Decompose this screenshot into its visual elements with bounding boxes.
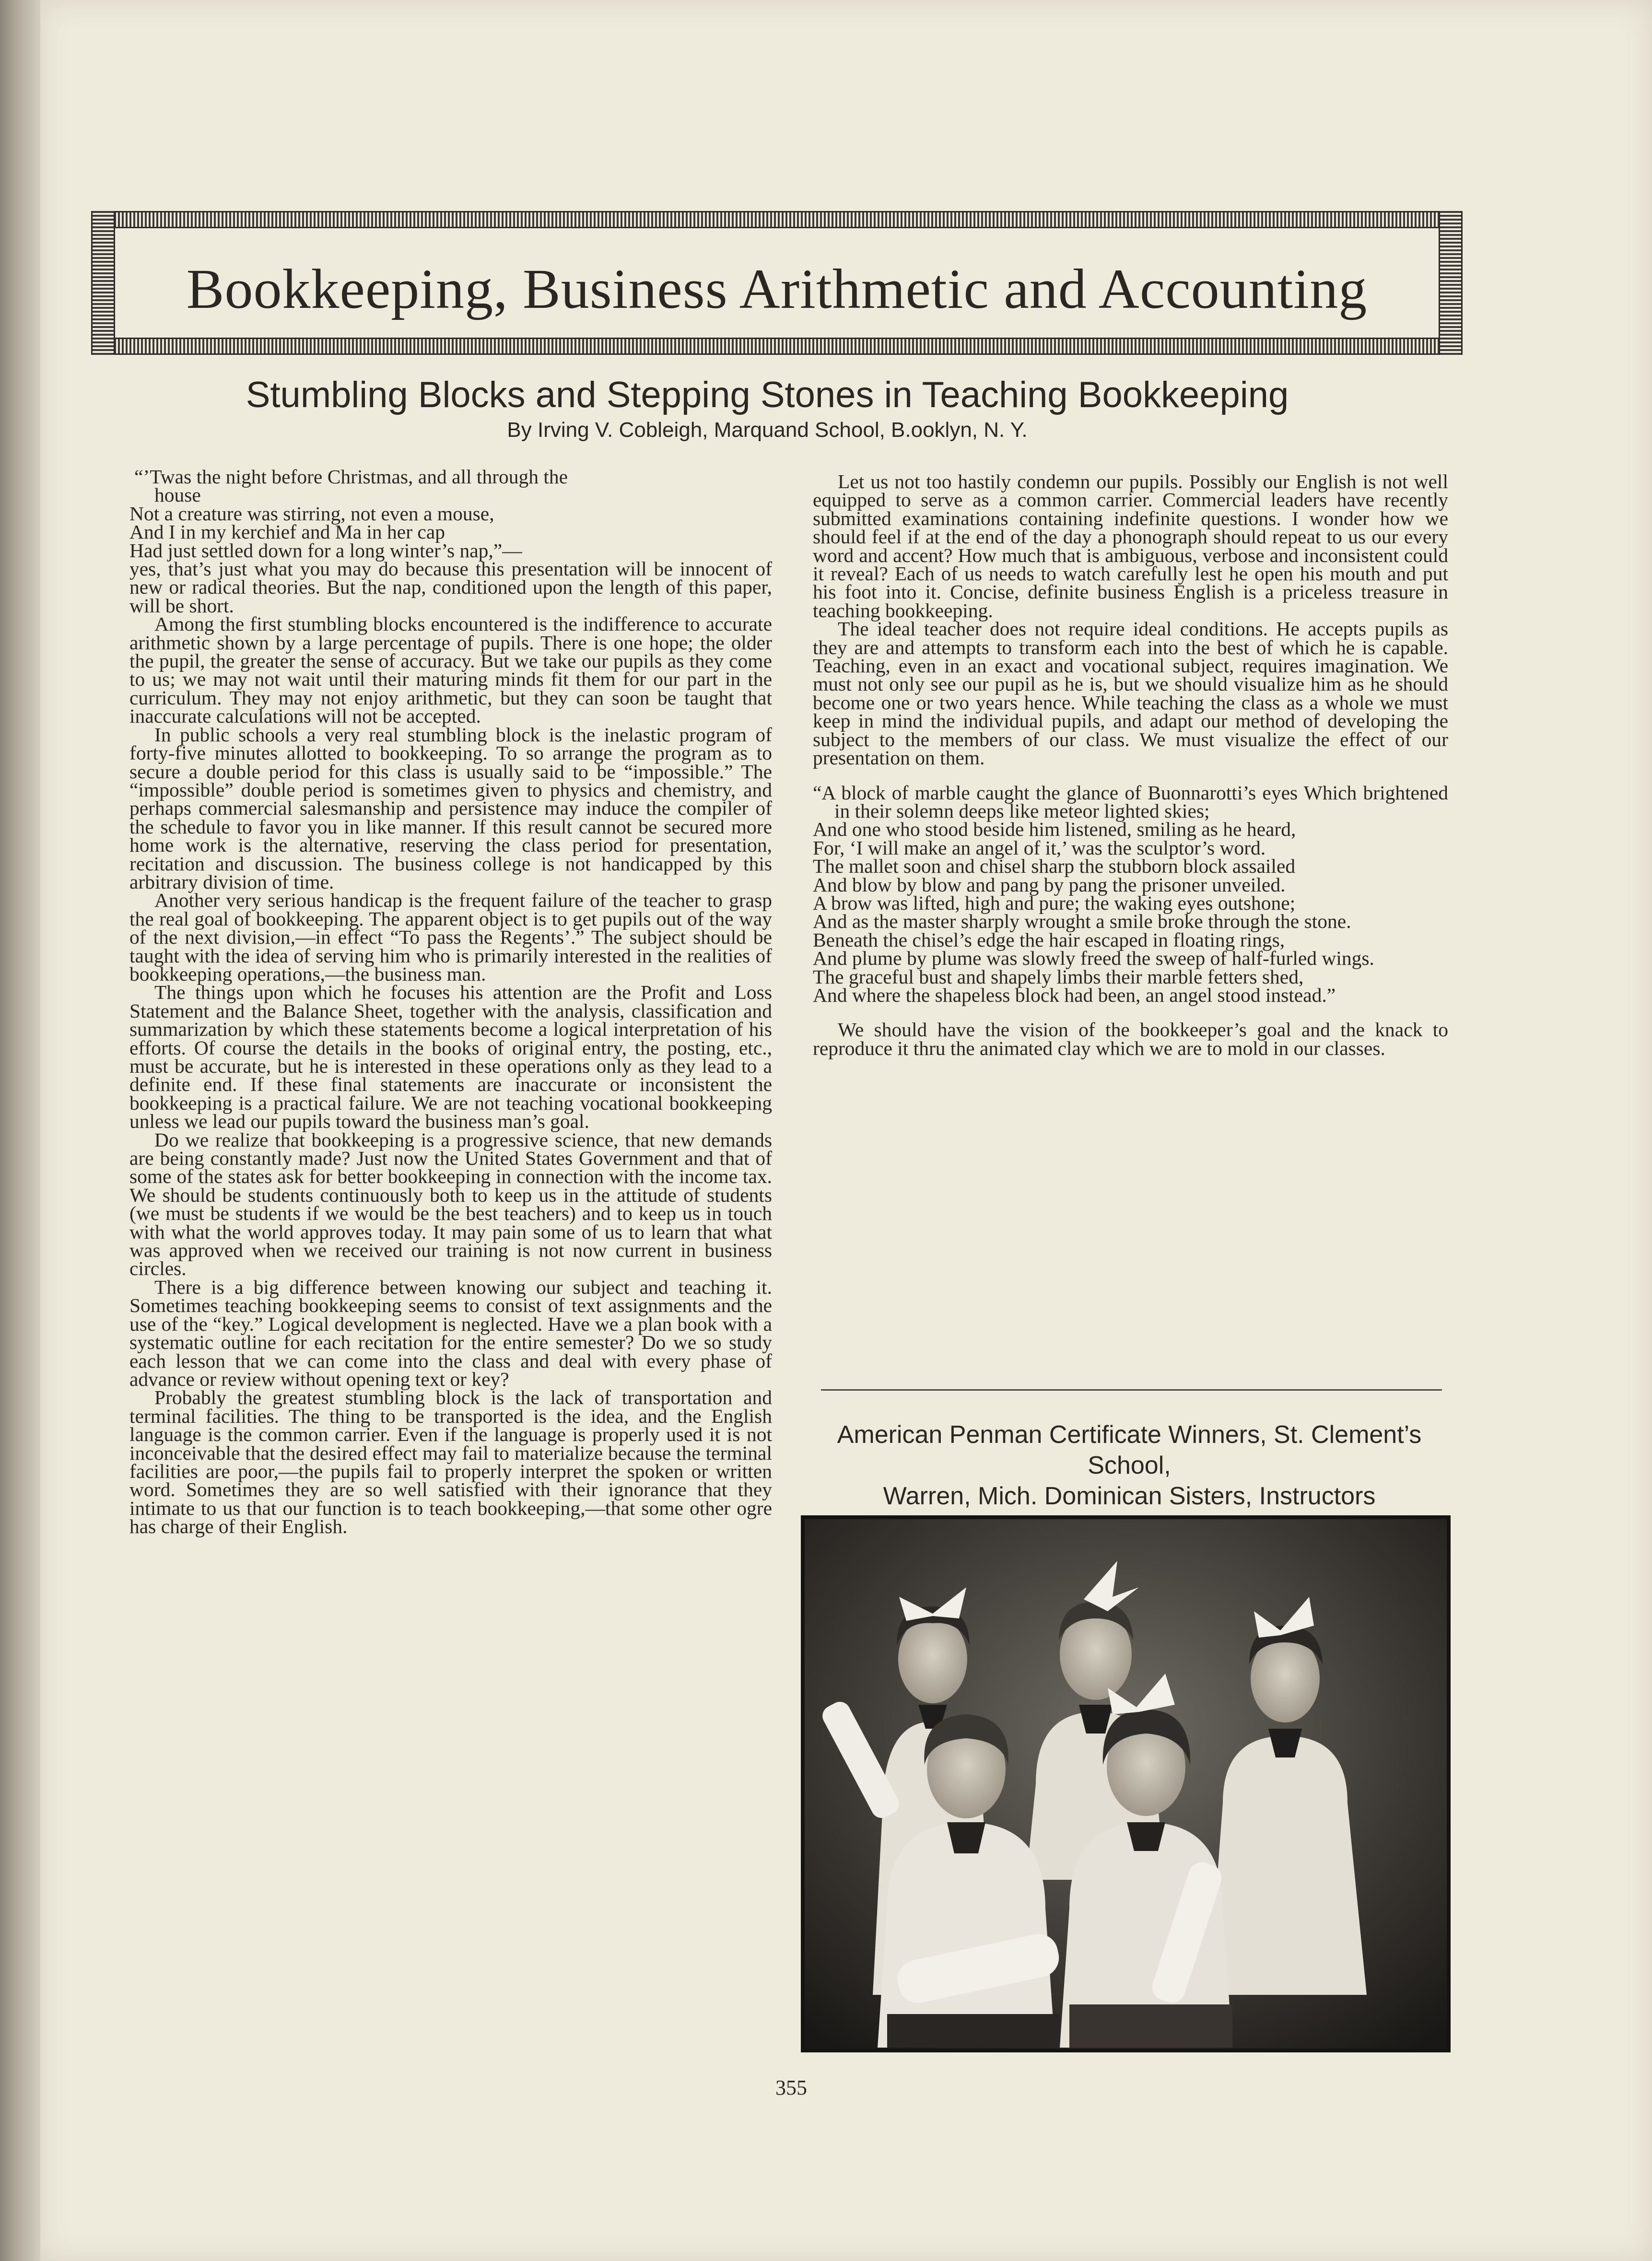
opening-verse (129, 468, 772, 560)
poem-line: And where the shapeless block had been, an angel stood instead.” (813, 984, 1336, 1006)
caption-line: Warren, Mich. Dominican Sisters, Instructors (883, 1482, 1376, 1510)
verse-line: “’Twas the night before Christmas, and all through the (134, 468, 568, 488)
caption-line: American Penman Certificate Winners, St. Clement’s School, (837, 1421, 1422, 1479)
poem-line: And one who stood beside him listened, smiling as he heard, (813, 818, 1296, 841)
paragraph: Probably the greatest stumbling block is the lack of transportation and terminal facilities. The thing to be transported is the idea, and the English language is the common carrier. Even if the language is properly used it is not inconceivable that the desired effect may fail to materialize because the terminal facilities are poor,—the pupils fail to properly interpret the spoken or written word. Sometimes they are so well satisfied with their ignorance that they intimate to us that our function is to teach bookkeeping,—that some other ogre has charge of their English. (129, 1386, 772, 1538)
paragraph: The ideal teacher does not require ideal conditions. He accepts pupils as they are and attempts to transform each into the best of which he is capable. Teaching, even in an exact and vocational subject, requires imagination. We must not only see our pupil as he is, but we should visualize him as he should become one or two years hence. While teaching the class as a whole we must keep in mind the individual pupils, and adapt our method of developing the subject to the members of our class. We must visualize the effect of our presentation on them. (813, 618, 1448, 769)
paragraph: There is a big difference between knowing our subject and teaching it. Sometimes teaching bookkeeping seems to consist of text assignments and the use of the “key.” Logical development is neglected. Have we a plan book with a systematic outline for each recitation for the entire semester? Do we so study each lesson that we can come into the class and deal with every phase of advance or review without opening text or key? (129, 1276, 772, 1390)
article-title: Stumbling Blocks and Stepping Stones in Teaching Bookkeeping (246, 375, 1289, 415)
paragraph: Do we realize that bookkeeping is a progressive science, that new demands are being constantly made? Just now the United States Government and that of some of the states ask for better bookkeeping in connection with the income tax. We should be students continuously both to keep us in the attitude of students (we must be students if we would be the best teachers) and to keep us in touch with what the world approves today. It may pain some of us to learn that what was approved when we received our training is not now current in business circles. (129, 1128, 772, 1280)
poem-line: The mallet soon and chisel sharp the stubborn block assailed (813, 855, 1296, 878)
poem-line: Beneath the chisel’s edge the hair escaped in floating rings, (813, 928, 1285, 951)
verse-line: And I in my kerchief and Ma in her cap (129, 521, 445, 543)
photo-caption (801, 1419, 1458, 1511)
poem-line: The graceful bust and shapely limbs their marble fetters shed, (813, 965, 1304, 988)
poem-line: “A block of marble caught the glance of Buonnarotti’s eyes Which brightened in their solemn deeps like meteor lighted skies; (813, 781, 1448, 822)
paragraph: We should have the vision of the bookkeeper’s goal and the knack to reproduce it thru the animated clay which we are to mold in our classes. (813, 1019, 1448, 1059)
verse-line: Not a creature was stirring, not even a mouse, (129, 502, 494, 525)
section-divider (821, 1389, 1442, 1391)
paragraph: yes, that’s just what you may do because this presentation will be innocent of new or radical theories. But the nap, conditioned upon the length of this paper, will be short. (129, 558, 772, 617)
paragraph: Another very serious handicap is the frequent failure of the teacher to grasp the real goal of bookkeeping. The apparent object is to get pupils out of the way of the next division,—in effect “To pass the Regents’.” The subject should be taught with the idea of serving him who is primarily interested in the realities of bookkeeping operations,—the business man. (129, 889, 772, 985)
section-header-frame (91, 211, 1463, 355)
verse-line: Had just settled down for a long winter’s nap,”— (129, 539, 522, 562)
verse-line: house (154, 484, 201, 506)
header-border-top (91, 211, 1463, 228)
photo-image (801, 1515, 1451, 2052)
poem-line: And as the master sharply wrought a smile broke through the stone. (813, 910, 1351, 933)
poem-line: And blow by blow and pang by pang the prisoner unveiled. (813, 873, 1286, 896)
header-border-bottom (91, 338, 1463, 355)
poem (813, 781, 1448, 1006)
paragraph: Among the first stumbling blocks encountered is the indifference to accurate arithmetic shown by a large percentage of pupils. There is one hope; the older the pupil, the greater the sense of accuracy. But we take our pupils as they come to us; we may not wait until their maturing minds fit them for our part in the curriculum. They may not enjoy arithmetic, but they can soon be taught that inaccurate calculations will not be accepted. (129, 613, 772, 727)
page-number: 355 (775, 2076, 807, 2099)
right-column (813, 472, 1448, 1369)
paragraph: In public schools a very real stumbling block is the inelastic program of forty-five minutes allotted to bookkeeping. To so arrange the program as to secure a double period for this class is usually said to be “impossible.” The “impossible” double period is sometimes given to physics and chemistry, and perhaps commercial salesmanship and persistence may induce the compiler of the schedule to favor you in like manner. If this result cannot be secured more home work is the alternative, reserving the class period for presentation, recitation and discussion. The business college is not handicapped by this arbitrary division of time. (129, 723, 772, 893)
paragraph: Let us not too hastily condemn our pupils. Possibly our English is not well equipped to serve as a common carrier. Commercial leaders have recently submitted examinations containing indefinite questions. I wonder how we should feel if at the end of the day a phonograph should repeat to us our every word and accent? How much that is ambiguous, verbose and inconsistent could it reveal? Each of us needs to watch carefully lest he open his mouth and put his foot into it. Concise, definite business English is a priceless treasure in teaching bookkeeping. (813, 472, 1448, 621)
paragraph: The things upon which he focuses his attention are the Profit and Loss Statement and the Balance Sheet, together with the analysis, classification and summarization by which these statements become a logical interpretation of his efforts. Of course the details in the books of original entry, the posting, etc., must be accurate, but he is interested in these operations only as they lead to a definite end. If these final statements are inaccurate or inconsistent the bookkeeping is a practical failure. We are not teaching vocational bookkeeping unless we lead our pupils toward the business man’s goal. (129, 981, 772, 1133)
section-title: Bookkeeping, Business Arithmetic and Accounting (186, 258, 1368, 320)
left-column (129, 468, 772, 2064)
poem-line: For, ‘I will make an angel of it,’ was the sculptor’s word. (813, 836, 1266, 859)
byline: By Irving V. Cobleigh, Marquand School, B.ooklyn, N. Y. (507, 418, 1028, 442)
poem-line: And plume by plume was slowly freed the sweep of half-furled wings. (813, 947, 1374, 970)
book-spine-edge (0, 0, 40, 2261)
group-photograph (801, 1515, 1451, 2052)
poem-line: A brow was lifted, high and pure; the waking eyes outshone; (813, 891, 1296, 914)
